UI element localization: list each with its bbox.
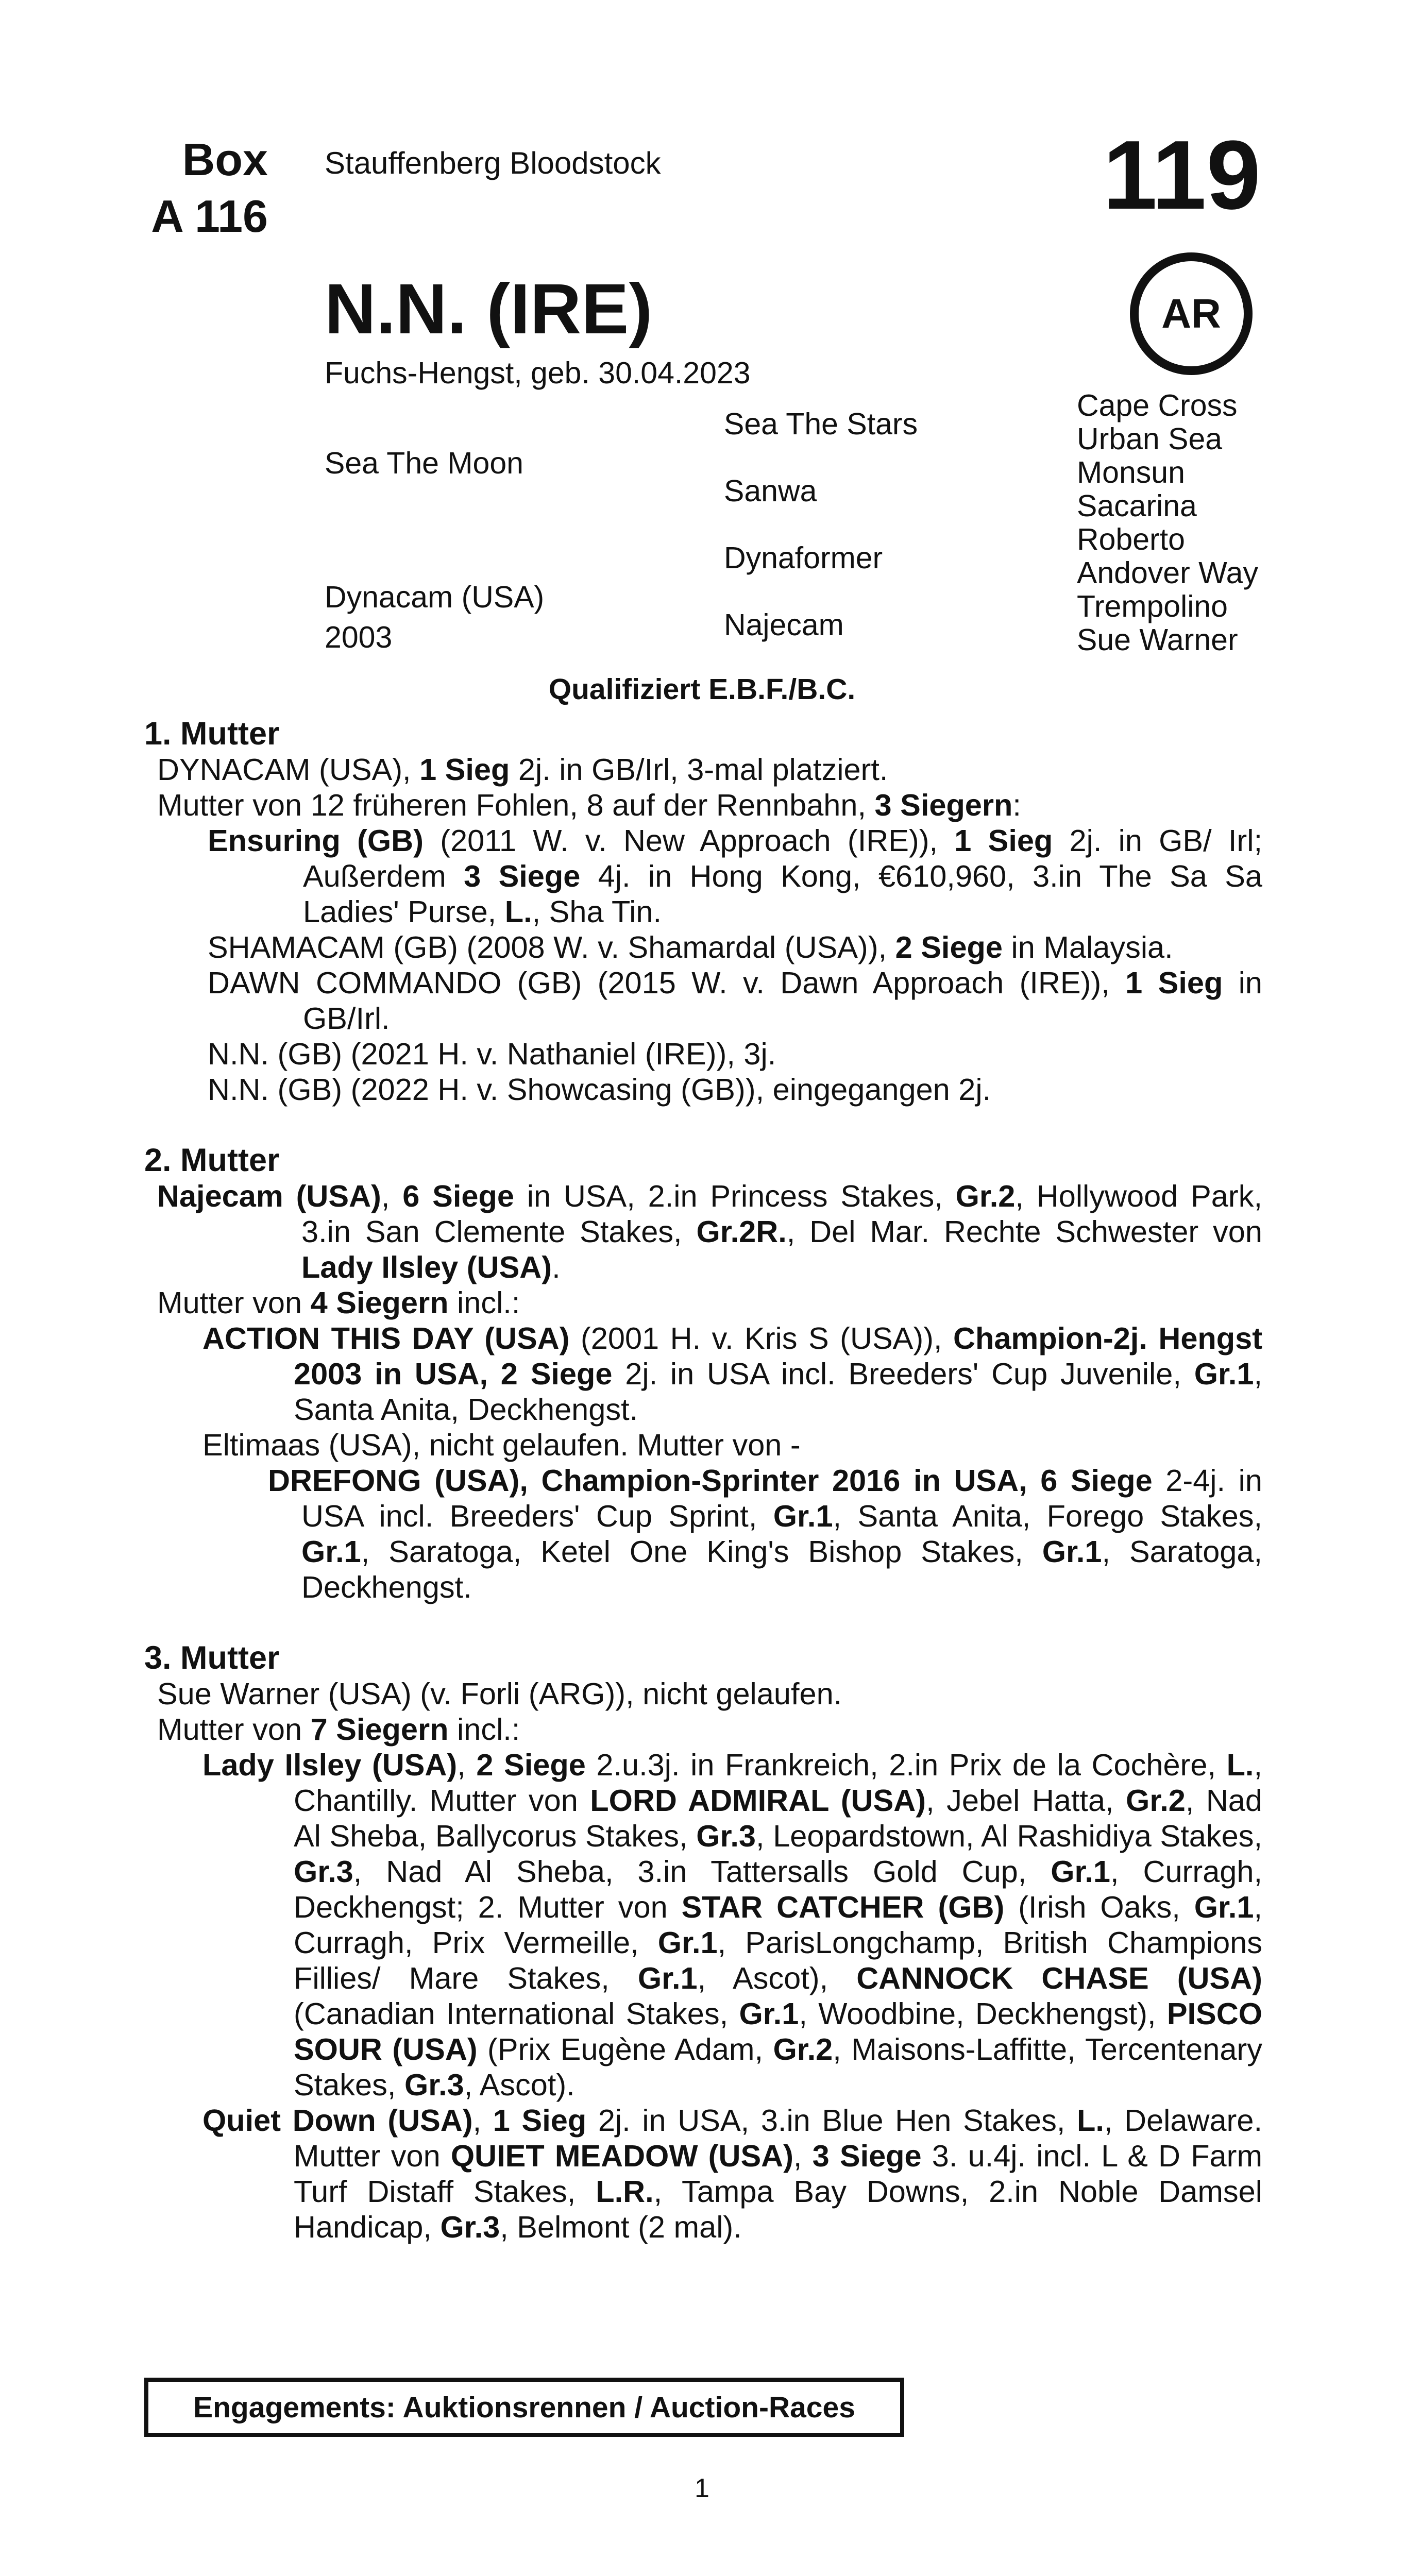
great-grandparent: Roberto xyxy=(1077,522,1185,556)
pedigree-grandparent: Dynaformer xyxy=(724,541,883,575)
great-grandparent: Sue Warner xyxy=(1077,623,1238,657)
great-grandparent: Sacarina xyxy=(1077,489,1197,523)
produce-entry: SHAMACAM (GB) (2008 W. v. Shamardal (USA)), 2 Siege in Malaysia. xyxy=(208,930,1173,964)
produce-summary: Mutter von 7 Siegern incl.: xyxy=(157,1712,520,1747)
pedigree-grandparent: Sea The Stars xyxy=(724,407,918,441)
produce-entry: Eltimaas (USA), nicht gelaufen. Mutter von - xyxy=(202,1428,801,1462)
produce-entry: N.N. (GB) (2022 H. v. Showcasing (GB)), eingegangen 2j. xyxy=(208,1072,991,1107)
great-grandparent: Monsun xyxy=(1077,455,1185,489)
great-grandparent: Andover Way xyxy=(1077,556,1258,590)
produce-entry: DAWN COMMANDO (GB) (2015 W. v. Dawn Approach (IRE)), 1 Sieg in GB/Irl. xyxy=(208,965,1263,1036)
pedigree-grandparent: Najecam xyxy=(724,608,844,642)
box-label: Box xyxy=(182,134,268,185)
section-second-dam xyxy=(144,1143,1262,1605)
dam-record: Najecam (USA), 6 Siege in USA, 2.in Princess Stakes, Gr.2, Hollywood Park, 3.in San Clemente Stakes, Gr.2R., Del Mar. Rechte Schwester von Lady Ilsley (USA). xyxy=(157,1179,1262,1284)
pedigree-grandparent: Sanwa xyxy=(724,474,817,508)
great-grandparent: Cape Cross xyxy=(1077,388,1238,422)
dam-record: DYNACAM (USA), 1 Sieg 2j. in GB/Irl, 3-mal platziert. xyxy=(157,752,888,787)
catalogue-body xyxy=(144,716,1262,2245)
produce-summary: Mutter von 4 Siegern incl.: xyxy=(157,1285,520,1320)
pedigree-dam-year: 2003 xyxy=(325,620,393,654)
section-third-dam xyxy=(144,1640,1262,2245)
qualification: Qualifiziert E.B.F./B.C. xyxy=(548,673,856,706)
horse-subtitle: Fuchs-Hengst, geb. 30.04.2023 xyxy=(325,356,751,390)
section-title: 1. Mutter xyxy=(144,716,280,752)
ar-badge xyxy=(1130,252,1253,375)
consignor: Stauffenberg Bloodstock xyxy=(325,146,661,180)
produce-entry: Quiet Down (USA), 1 Sieg 2j. in USA, 3.in Blue Hen Stakes, L., Delaware. Mutter von QUIET MEADOW (USA), 3 Siege 3. u.4j. incl. L & D Farm Turf Distaff Stakes, L.R., Tampa Bay Downs, 2.in Noble Damsel Handicap, Gr.3, Belmont (2 mal). xyxy=(202,2103,1263,2244)
section-title: 3. Mutter xyxy=(144,1640,280,1676)
lot-number: 119 xyxy=(1103,121,1261,230)
horse-name: N.N. (IRE) xyxy=(325,269,653,349)
produce-entry: N.N. (GB) (2021 H. v. Nathaniel (IRE)), 3j. xyxy=(208,1037,776,1071)
pedigree-sire: Sea The Moon xyxy=(325,446,523,480)
great-grandparent: Trempolino xyxy=(1077,589,1228,623)
great-grandparent: Urban Sea xyxy=(1077,422,1223,456)
engagements-label: Engagements: Auktionsrennen / Auction-Races xyxy=(193,2391,855,2424)
produce-entry: Lady Ilsley (USA), 2 Siege 2.u.3j. in Frankreich, 2.in Prix de la Cochère, L., Chantilly. Mutter von LORD ADMIRAL (USA), Jebel Hatta, Gr.2, Nad Al Sheba, Ballycorus Stakes, Gr.3, Leopardstown, Al Rashidiya Stakes, Gr.3, Nad Al Sheba, 3.in Tattersalls Gold Cup, Gr.1, Curragh, Deckhengst; 2. Mutter von STAR CATCHER (GB) (Irish Oaks, Gr.1, Curragh, Prix Vermeille, Gr.1, ParisLongchamp, British Champions Fillies/ Mare Stakes, Gr.1, Ascot), CANNOCK CHASE (USA) (Canadian International Stakes, Gr.1, Woodbine, Deckhengst), PISCO SOUR (USA) (Prix Eugène Adam, Gr.2, Maisons-Laffitte, Tercentenary Stakes, Gr.3, Ascot). xyxy=(202,1748,1263,2102)
section-title: 2. Mutter xyxy=(144,1142,280,1178)
pedigree-great-grandparents xyxy=(1077,389,1258,657)
produce-summary: Mutter von 12 früheren Fohlen, 8 auf der Rennbahn, 3 Siegern: xyxy=(157,788,1021,822)
page-number: 1 xyxy=(695,2473,709,2503)
produce-entry: Ensuring (GB) (2011 W. v. New Approach (IRE)), 1 Sieg 2j. in GB/ Irl; Außerdem 3 Siege 4j. in Hong Kong, €610,960, 3.in The Sa Sa Ladies' Purse, L., Sha Tin. xyxy=(208,823,1262,929)
produce-entry: ACTION THIS DAY (USA) (2001 H. v. Kris S (USA)), Champion-2j. Hengst 2003 in USA, 2 Siege 2j. in USA incl. Breeders' Cup Juvenile, Gr.1, Santa Anita, Deckhengst. xyxy=(202,1321,1263,1427)
badge-label: AR xyxy=(1161,291,1221,336)
descendant-entry: DREFONG (USA), Champion-Sprinter 2016 in USA, 6 Siege 2-4j. in USA incl. Breeders' Cup Sprint, Gr.1, Santa Anita, Forego Stakes, Gr.1, Saratoga, Ketel One King's Bishop Stakes, Gr.1, Saratoga, Deckhengst. xyxy=(268,1463,1262,1604)
engagements-box xyxy=(144,2378,904,2437)
pedigree-dam: Dynacam (USA) xyxy=(325,580,545,614)
box-number xyxy=(144,131,268,245)
dam-record: Sue Warner (USA) (v. Forli (ARG)), nicht gelaufen. xyxy=(157,1676,842,1711)
box-code: A 116 xyxy=(151,191,268,242)
section-first-dam xyxy=(144,716,1262,1107)
